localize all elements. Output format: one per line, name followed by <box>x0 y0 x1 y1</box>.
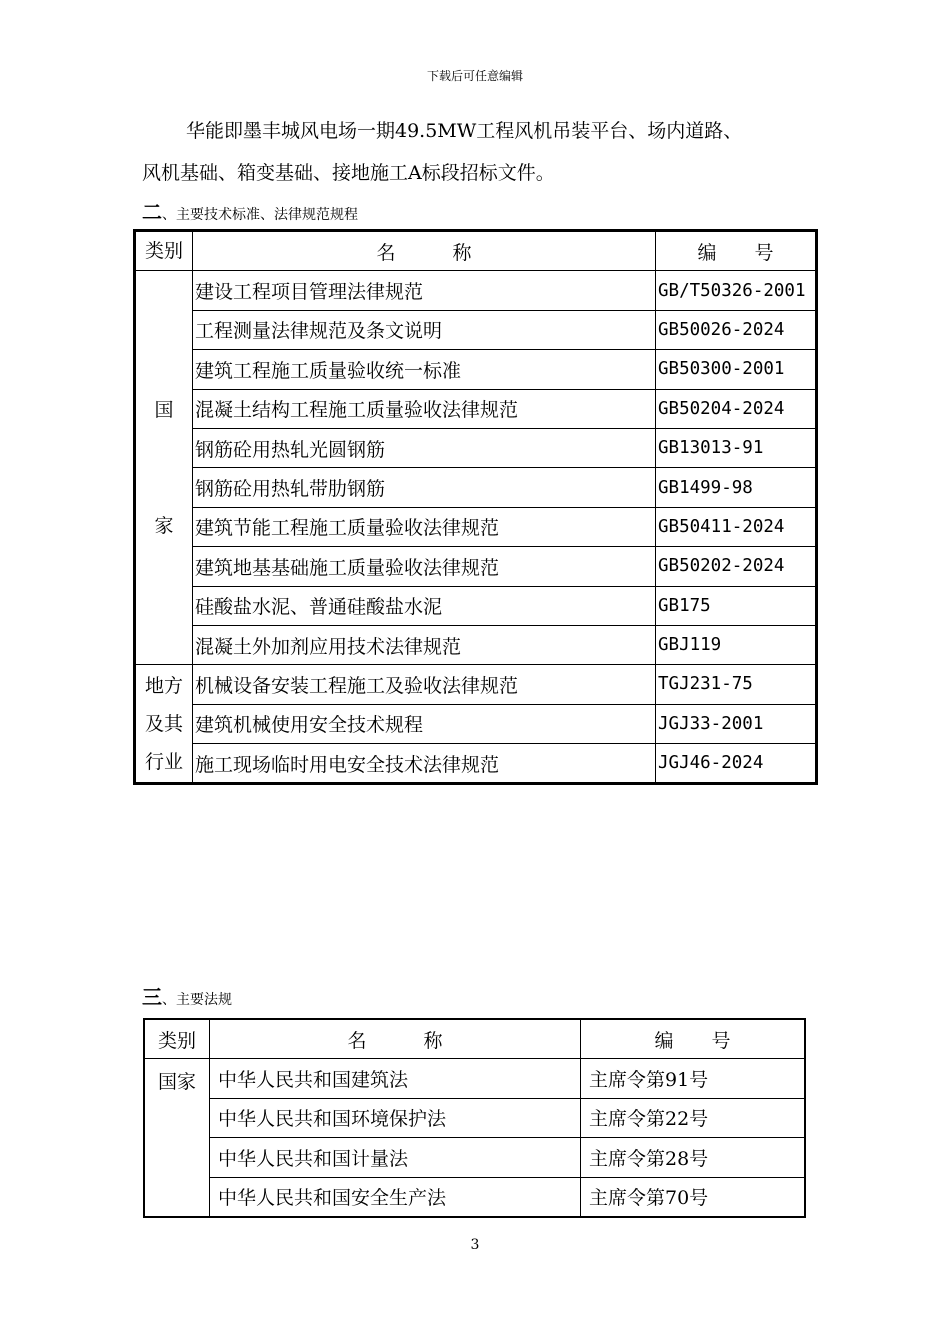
table-header-row <box>144 1019 805 1059</box>
row-name: 中华人民共和国环境保护法 <box>210 1098 581 1137</box>
row-name: 中华人民共和国计量法 <box>210 1138 581 1177</box>
table-row <box>135 271 817 310</box>
table-row <box>135 744 817 784</box>
row-code: GB50204-2024 <box>656 389 817 428</box>
section-3-number: 三 <box>142 985 162 1009</box>
header-category: 类别 <box>135 231 193 271</box>
table-row <box>135 468 817 507</box>
row-name: 中华人民共和国安全生产法 <box>210 1177 581 1217</box>
row-code: GB50300-2001 <box>656 350 817 389</box>
row-code: JGJ46-2024 <box>656 744 817 784</box>
category-char: 及其 <box>144 712 183 735</box>
intro-paragraph <box>142 110 832 194</box>
row-name: 混凝土外加剂应用技术法律规范 <box>193 625 656 664</box>
laws-table <box>143 1018 806 1218</box>
row-code: 主席令第70号 <box>581 1177 806 1217</box>
standards-table <box>133 229 818 785</box>
row-name: 建筑工程施工质量验收统一标准 <box>193 350 656 389</box>
section-2-number: 二 <box>142 200 162 224</box>
section-3-title: 、主要法规 <box>162 992 232 1008</box>
page-number: 3 <box>470 1237 480 1253</box>
table-row <box>135 625 817 664</box>
row-name: 建设工程项目管理法律规范 <box>193 271 656 310</box>
row-code: TGJ231-75 <box>656 665 817 704</box>
intro-line-2: 风机基础、箱变基础、接地施工A标段招标文件。 <box>142 162 555 184</box>
row-name: 钢筋砼用热轧光圆钢筋 <box>193 428 656 467</box>
header-category: 类别 <box>144 1019 210 1059</box>
category-local-industry-label <box>136 667 192 781</box>
table-header-row <box>135 231 817 271</box>
category-char: 地方 <box>144 674 183 697</box>
row-code: GB175 <box>656 586 817 625</box>
category-local-industry <box>135 665 193 784</box>
row-name: 施工现场临时用电安全技术法律规范 <box>193 744 656 784</box>
header-name: 名 称 <box>193 231 656 271</box>
section-2-title: 、主要技术标准、法律规范规程 <box>162 207 358 223</box>
table-row <box>135 389 817 428</box>
intro-line-1 <box>142 110 832 152</box>
row-code: JGJ33-2001 <box>656 704 817 743</box>
intro-line-1-text: 华能即墨丰城风电场一期49.5MW工程风机吊装平台、场内道路、 <box>186 120 743 142</box>
category-national <box>135 271 193 665</box>
table-row <box>135 586 817 625</box>
table-row <box>144 1059 805 1098</box>
row-code: GBJ119 <box>656 625 817 664</box>
row-name: 钢筋砼用热轧带肋钢筋 <box>193 468 656 507</box>
row-name: 混凝土结构工程施工质量验收法律规范 <box>193 389 656 428</box>
row-code: GB50411-2024 <box>656 507 817 546</box>
table-row <box>135 428 817 467</box>
section-2-heading <box>142 196 358 225</box>
header-name: 名 称 <box>210 1019 581 1059</box>
row-code: 主席令第22号 <box>581 1098 806 1137</box>
table-row <box>135 310 817 349</box>
header-code: 编 号 <box>656 231 817 271</box>
category-char: 家 <box>154 514 174 537</box>
category-char: 国 <box>154 398 174 421</box>
page-header: 下载后可任意编辑 <box>426 69 523 83</box>
table-row <box>135 704 817 743</box>
table-row <box>135 665 817 704</box>
row-name: 建筑地基基础施工质量验收法律规范 <box>193 547 656 586</box>
row-name: 机械设备安装工程施工及验收法律规范 <box>193 665 656 704</box>
table-row <box>135 547 817 586</box>
row-name: 建筑机械使用安全技术规程 <box>193 704 656 743</box>
table-row <box>144 1098 805 1137</box>
row-code: GB13013-91 <box>656 428 817 467</box>
category-national: 国家 <box>144 1059 210 1217</box>
row-name: 硅酸盐水泥、普通硅酸盐水泥 <box>193 586 656 625</box>
table-row <box>135 350 817 389</box>
row-code: 主席令第28号 <box>581 1138 806 1177</box>
category-national-label <box>136 391 192 545</box>
table-row <box>144 1138 805 1177</box>
row-code: GB1499-98 <box>656 468 817 507</box>
row-code: GB50026-2024 <box>656 310 817 349</box>
row-code: GB50202-2024 <box>656 547 817 586</box>
section-3-heading <box>142 981 232 1010</box>
row-name: 建筑节能工程施工质量验收法律规范 <box>193 507 656 546</box>
row-name: 工程测量法律规范及条文说明 <box>193 310 656 349</box>
category-char: 行业 <box>144 750 183 773</box>
header-code: 编 号 <box>581 1019 806 1059</box>
row-name: 中华人民共和国建筑法 <box>210 1059 581 1098</box>
row-code: GB/T50326-2001 <box>656 271 817 310</box>
table-row <box>135 507 817 546</box>
row-code: 主席令第91号 <box>581 1059 806 1098</box>
table-row <box>144 1177 805 1217</box>
